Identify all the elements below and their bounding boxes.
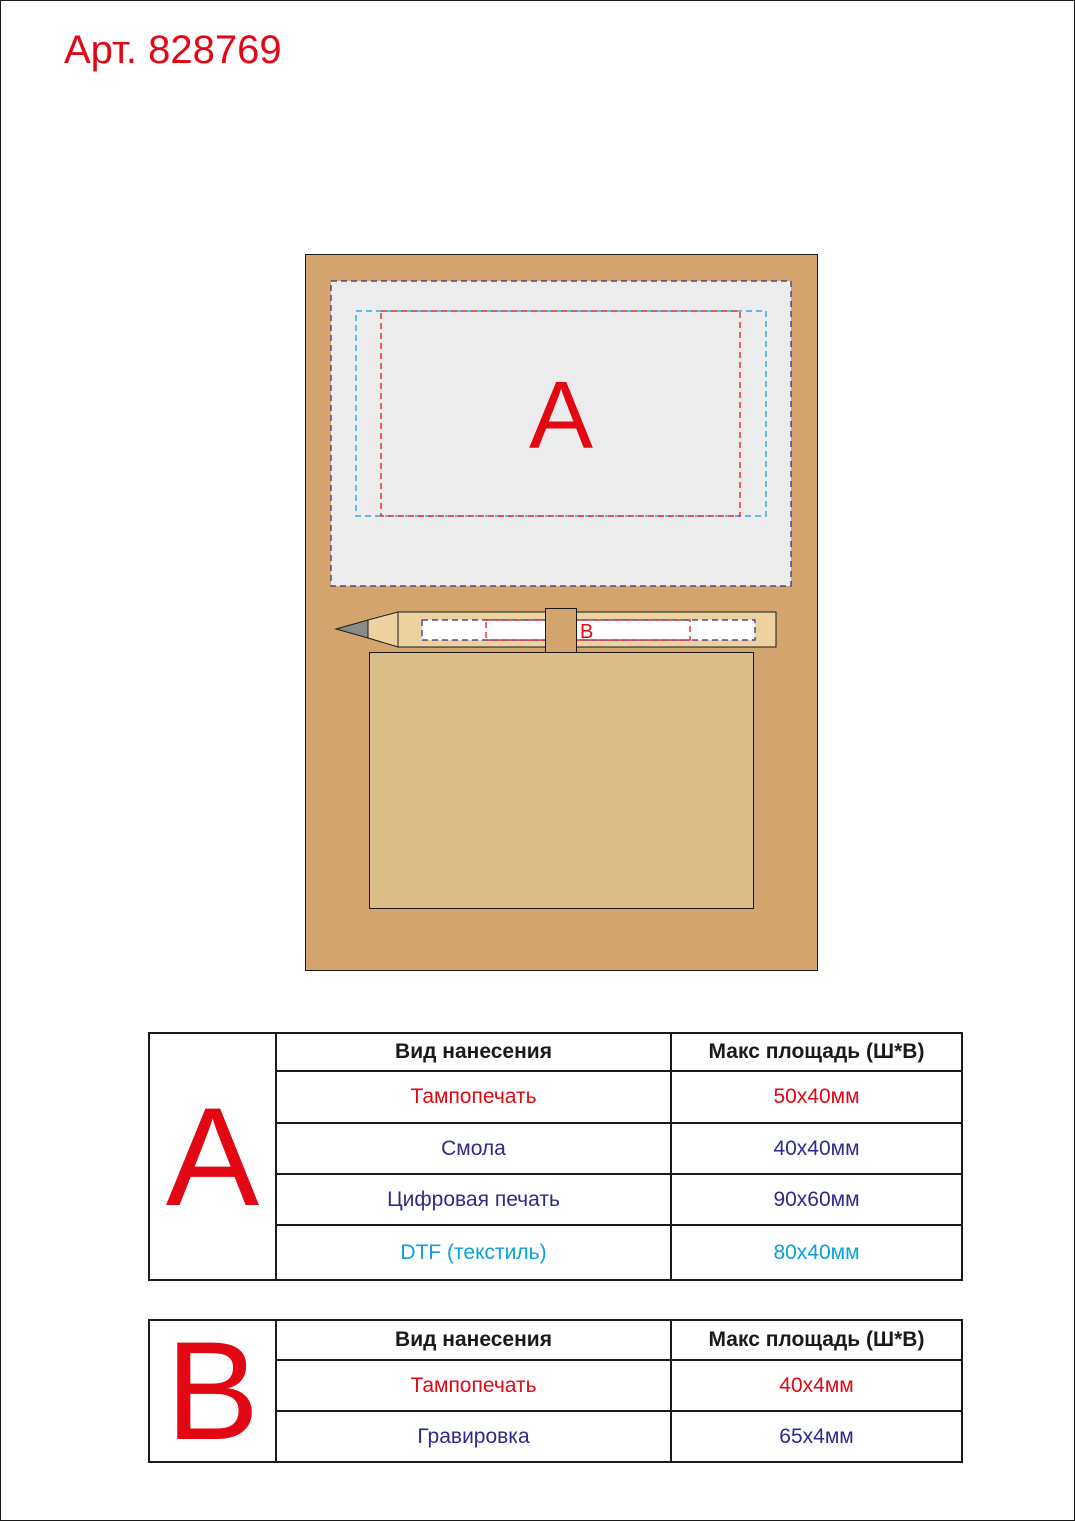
table-a-method: Тампопечать xyxy=(276,1071,671,1123)
table-b-header-method: Вид нанесения xyxy=(276,1320,671,1360)
table-a-header-area: Макс площадь (Ш*В) xyxy=(671,1033,962,1071)
zone-a-label: A xyxy=(528,362,594,469)
table-b-method: Гравировка xyxy=(276,1411,671,1462)
table-b-letter: B xyxy=(149,1320,276,1462)
table-b-area: 65x4мм xyxy=(671,1411,962,1462)
table-a-area: 80x40мм xyxy=(671,1225,962,1280)
table-a-header-method: Вид нанесения xyxy=(276,1033,671,1071)
table-a-area: 50x40мм xyxy=(671,1071,962,1123)
table-b-area: 40x4мм xyxy=(671,1360,962,1411)
table-a-area: 90x60мм xyxy=(671,1174,962,1225)
zone-b-label: B xyxy=(580,621,594,643)
table-a-method: Цифровая печать xyxy=(276,1174,671,1225)
table-a-area: 40x40мм xyxy=(671,1123,962,1174)
pencil-holder-strap xyxy=(546,609,577,653)
table-b-header-area: Макс площадь (Ш*В) xyxy=(671,1320,962,1360)
table-a-letter: A xyxy=(149,1033,276,1280)
table-a-method: Смола xyxy=(276,1123,671,1174)
notepad-block xyxy=(370,653,754,909)
table-b-method: Тампопечать xyxy=(276,1360,671,1411)
table-a-method: DTF (текстиль) xyxy=(276,1225,671,1280)
article-title: Арт. 828769 xyxy=(64,28,282,72)
table-zone-b xyxy=(148,1312,963,1469)
table-zone-a xyxy=(148,1032,963,1281)
